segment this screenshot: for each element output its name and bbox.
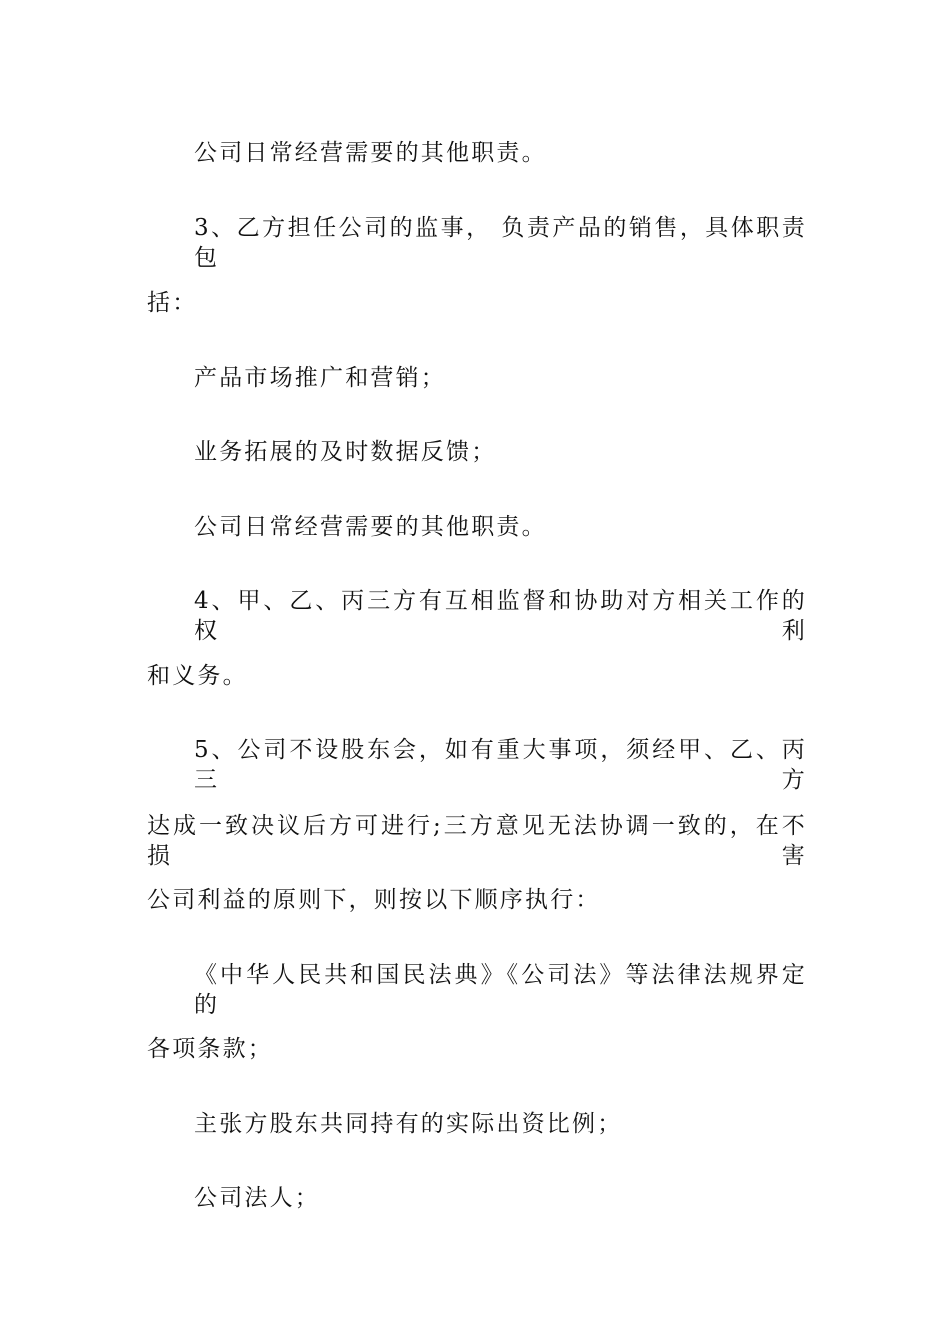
text-line: 4、甲、乙、丙三方有互相监督和协助对方相关工作的权利 (194, 588, 807, 644)
text-line: 《中华人民共和国民法典》《公司法》等法律法规界定的 (194, 962, 807, 1018)
text-line: 公司日常经营需要的其他职责。 (194, 514, 547, 540)
text-line: 括： (147, 290, 198, 316)
text-line: 公司日常经营需要的其他职责。 (194, 140, 547, 166)
text-line: 公司法人； (194, 1185, 320, 1211)
text-line: 业务拓展的及时数据反馈； (194, 439, 497, 465)
text-line: 主张方股东共同持有的实际出资比例； (194, 1111, 623, 1137)
text-line: 达成一致决议后方可进行;三方意见无法协调一致的，在不损害 (147, 813, 807, 869)
text-line: 公司利益的原则下，则按以下顺序执行： (147, 887, 601, 913)
text-line: 各项条款； (147, 1036, 273, 1062)
text-line: 5、公司不设股东会，如有重大事项，须经甲、乙、丙三方 (194, 737, 807, 793)
text-line: 和义务。 (147, 663, 248, 689)
text-line: 3、乙方担任公司的监事， 负责产品的销售，具体职责包 (194, 215, 807, 271)
text-line: 产品市场推广和营销； (194, 365, 446, 391)
